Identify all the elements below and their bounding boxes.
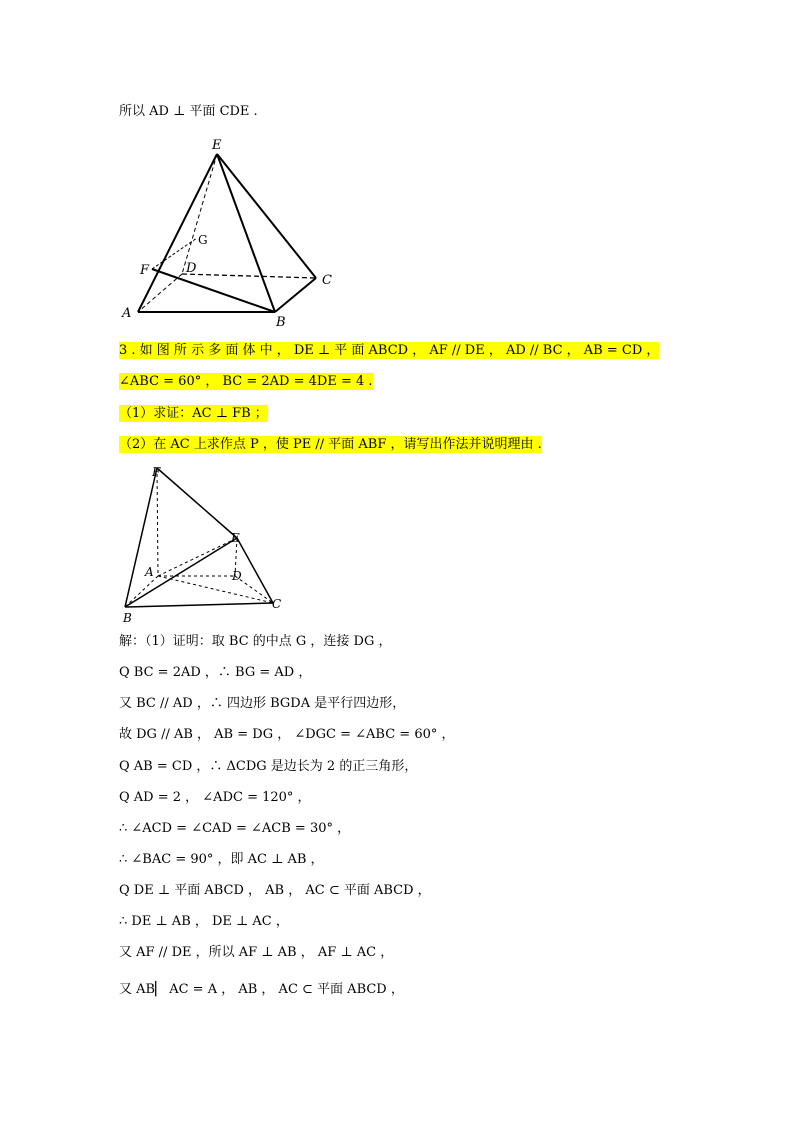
label-B: B [276,315,286,329]
label-E: E [231,531,240,545]
edge-AC [158,576,273,603]
solution-line: 又 AF // DE ，所以 AF ⊥ AB ， AF ⊥ AC ， [119,945,394,960]
edge-AB [125,576,158,607]
solution-line: Q DE ⊥ 平面 ABCD ， AB ， AC ⊂ 平面 ABCD ， [119,883,431,898]
pyramid-figure-1 [120,134,350,329]
solution-line: 又 BC // AD ，∴ 四边形 BGDA 是平行四边形， [119,696,406,711]
label-F: F [140,263,150,278]
solution-line: 又 AB▏ AC = A ， AB ， AC ⊂ 平面 ABCD ， [119,982,404,997]
polyhedron-figure-2 [115,460,295,625]
solution-line: ∴ ∠ACD = ∠CAD = ∠ACB = 30° ， [119,821,351,836]
label-A: A [145,565,154,579]
label-C: C [322,273,332,288]
solution-line: 故 DG // AB ， AB = DG ， ∠DGC = ∠ABC = 60° ， [119,727,455,742]
solution-line: Q BC = 2AD ，∴ BG = AD ， [119,665,312,680]
solution-line: Q AD = 2 ， ∠ADC = 120° ， [119,790,311,805]
solution-line: Q AB = CD ，∴ ΔCDG 是边长为 2 的正三角形， [119,759,418,774]
label-A: A [122,306,132,321]
label-F: F [152,465,161,479]
problem-line-2: ∠ABC = 60° ， BC = 2AD = 4DE = 4 . [119,374,373,389]
problem-part-2: （2）在 AC 上求作点 P ，使 PE // 平面 ABF ，请写出作法并说明理由 . [119,437,542,452]
problem-line-1: 3 . 如 图 所 示 多 面 体 中 ， DE ⊥ 平 面 ABCD ， AF // DE ， AD // BC ， AB = CD ， [119,343,660,358]
edge-FB [152,269,275,312]
edge-AE [158,538,237,576]
edge-EB [125,538,237,607]
label-G: G [198,233,208,247]
label-D: D [232,569,242,583]
label-D: D [186,261,197,276]
intro-line: 所以 AD ⊥ 平面 CDE . [119,104,258,119]
edge-FB [125,468,157,607]
solution-line: 解：（1）证明：取 BC 的中点 G ，连接 DG ， [119,634,392,649]
edge-BC [275,278,316,312]
label-C: C [272,597,282,611]
solution-line: ∴ ∠BAC = 90° ，即 AC ⊥ AB ， [119,852,324,867]
label-B: B [123,611,132,625]
edge-DA [138,274,182,312]
edge-FE [157,468,237,538]
edge-EB [217,154,275,312]
edge-BC [125,603,273,607]
edge-EC [237,538,273,603]
edge-EC [217,154,316,278]
solution-line: ∴ DE ⊥ AB ， DE ⊥ AC ， [119,914,289,929]
edge-DC [182,274,316,278]
problem-part-1: （1）求证：AC ⊥ FB ； [119,406,268,421]
label-E: E [212,138,222,153]
edge-FA [157,468,158,576]
